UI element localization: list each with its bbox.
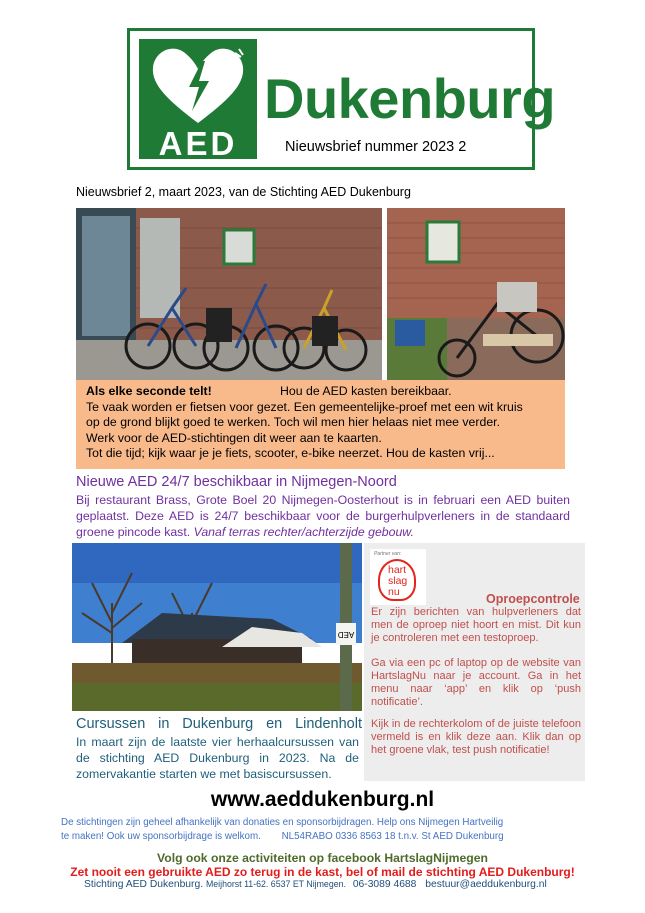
title-word: Dukenburg bbox=[182, 716, 254, 732]
title-word: Cursussen bbox=[76, 716, 146, 732]
panel-paragraph: Ga via een pc of laptop op de website van HartslagNu naar je account. Ga in het menu naar ‘app’ en klik op ‘push notificatie’. bbox=[371, 657, 581, 708]
masthead bbox=[127, 28, 556, 170]
oproepcontrole-panel bbox=[364, 543, 585, 781]
facebook-line: Volg ook onze activiteiten op facebook HartslagNijmegen bbox=[157, 851, 488, 865]
aed-sign-text: AED bbox=[337, 630, 355, 639]
notice-line: Werk voor de AED-stichtingen dit weer aan te kaarten. bbox=[86, 430, 382, 445]
partner-label: Partner van: bbox=[374, 551, 402, 557]
courses-body: In maart zijn de laatste vier herhaalcursussen van de stichting AED Dukenburg in 2023. Na de zomervakantie starten we met basiscursussen. bbox=[76, 735, 359, 781]
notice-heading: Als elke seconde telt! bbox=[86, 384, 212, 398]
aed-section-body bbox=[76, 492, 570, 540]
notice-line: op de grond blijkt goed te werken. Toch wil men hier helaas niet mee verder. bbox=[86, 415, 501, 429]
logo-word: slag bbox=[388, 575, 408, 587]
bikes-notice bbox=[76, 380, 565, 469]
donation-line: De stichtingen zijn geheel afhankelijk van donaties en sponsorbijdragen. Help ons Nijmegen Hartveilig bbox=[61, 817, 504, 828]
phone: 06-3089 4688 bbox=[352, 879, 417, 890]
aed-logo bbox=[139, 39, 257, 162]
address: Meijhorst 11-62. 6537 ET Nijmegen. bbox=[205, 879, 346, 889]
website-link[interactable]: www.aeddukenburg.nl bbox=[210, 788, 435, 811]
title-word: in bbox=[158, 716, 170, 732]
aed-logo-text: AED bbox=[158, 125, 238, 162]
aed-cabinet-photo bbox=[387, 208, 565, 380]
intro-line: Nieuwsbrief 2, maart 2023, van de Stichting AED Dukenburg bbox=[76, 185, 411, 199]
donation-text bbox=[61, 816, 504, 844]
notice-heading-right: Hou de AED kasten bereikbaar. bbox=[280, 384, 452, 398]
contact-line bbox=[84, 879, 547, 890]
org-name: Stichting AED Dukenburg. bbox=[84, 879, 204, 890]
panel-title: Oproepcontrole bbox=[486, 592, 580, 606]
logo-word: nu bbox=[388, 586, 400, 598]
restaurant-photo bbox=[72, 543, 362, 711]
aed-section-title: Nieuwe AED 24/7 beschikbaar in Nijmegen-Noord bbox=[76, 474, 397, 490]
title-word: Lindenholt bbox=[295, 716, 362, 732]
courses-title bbox=[76, 716, 362, 732]
hartslagnu-partner bbox=[370, 549, 426, 605]
logo-word: hart bbox=[388, 564, 407, 576]
bikes-photo bbox=[76, 208, 382, 380]
warning-line: Zet nooit een gebruikte AED zo terug in de kast, bel of mail de stichting AED Dukenburg! bbox=[70, 865, 575, 879]
title-word: en bbox=[266, 716, 283, 732]
aed-section-italic: Vanaf terras rechter/achterzijde gebouw. bbox=[193, 525, 414, 539]
email[interactable]: bestuur@aeddukenburg.nl bbox=[425, 879, 547, 890]
notice-line: Tot die tijd; kijk waar je je fiets, scooter, e-bike neerzet. Hou de kasten vrij... bbox=[86, 446, 495, 460]
aed-section-text: Bij restaurant Brass, Grote Boel 20 Nijmegen-Oosterhout is in februari een AED buiten geplaatst. Deze AED is 24/7 beschikbaar voor de burgerhulpverleners in de standaard groene pincode kast. bbox=[76, 493, 570, 539]
newsletter-number: Nieuwsbrief nummer 2023 2 bbox=[285, 139, 467, 155]
donation-line: te maken! Ook uw sponsorbijdrage is welkom. bbox=[61, 831, 261, 842]
notice-line: Te vaak worden er fietsen voor gezet. Een gemeentelijke-proef met een wit kruis bbox=[86, 399, 523, 414]
page-title: Dukenburg bbox=[264, 67, 556, 130]
panel-paragraph: Er zijn berichten van hulpverleners dat men de oproep niet hoort en mist. Dit kun je controleren met een testoproep. bbox=[371, 606, 581, 644]
bank-account: NL54RABO 0336 8563 18 t.n.v. St AED Dukenburg bbox=[281, 831, 504, 842]
panel-paragraph: Kijk in de rechterkolom of de juiste telefoon vermeld is en klik deze aan. Klik dan op het groene vlak, test push notificatie! bbox=[371, 718, 581, 756]
